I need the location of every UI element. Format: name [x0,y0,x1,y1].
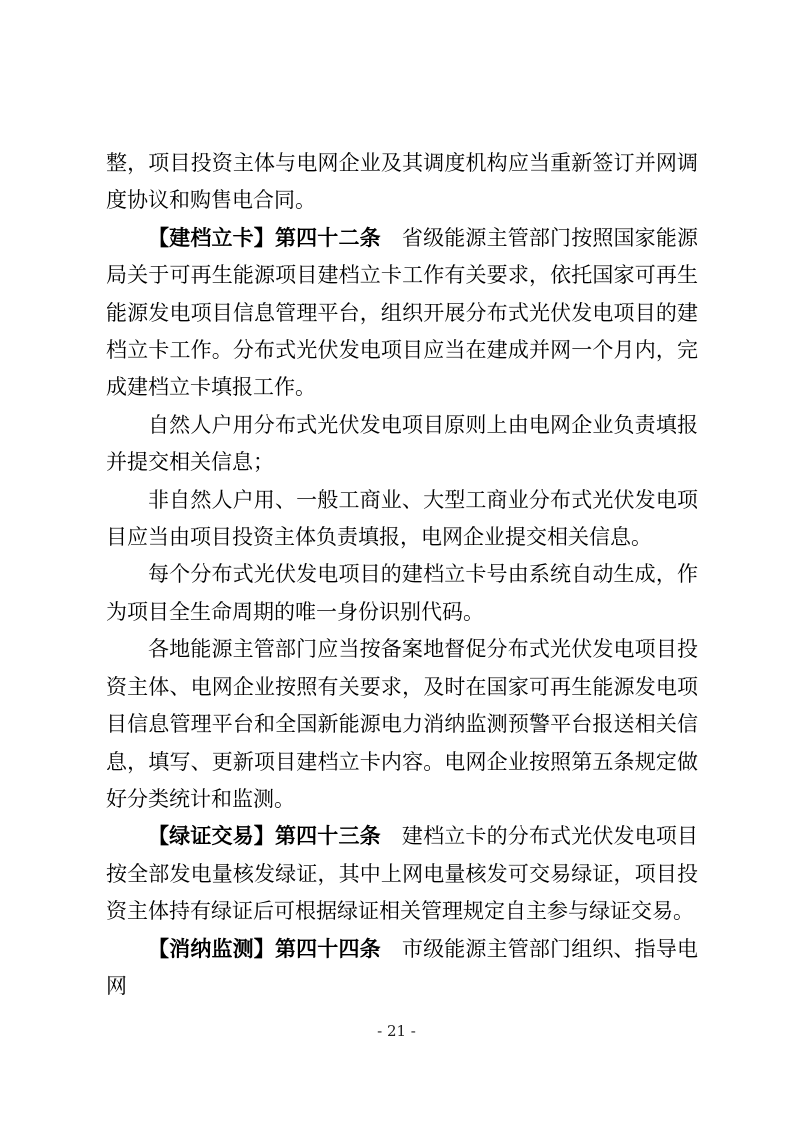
paragraph-text: 市级能源主管部门组织、指导电网 [106,936,699,998]
body-text [106,145,698,1005]
paragraph [106,631,698,818]
article-heading: 【绿证交易】第四十三条 [148,824,381,849]
paragraph [106,407,698,482]
paragraph-text: 省级能源主管部门按照国家能源局关于可再生能源项目建档立卡工作有关要求，依托国家可再生能源发电项目信息管理平台，组织开展分布式光伏发电项目的建档立卡工作。分布式光伏发电项目应当在建成并网一个月内，完成建档立卡填报工作。 [106,225,699,400]
paragraph [106,482,698,557]
article-heading: 【消纳监测】第四十四条 [148,936,381,961]
page-number: - 21 - [377,1022,416,1040]
paragraph [106,556,698,631]
paragraph-text: 整，项目投资主体与电网企业及其调度机构应当重新签订并网调度协议和购售电合同。 [106,151,698,213]
paragraph-text: 非自然人户用、一般工商业、大型工商业分布式光伏发电项目应当由项目投资主体负责填报，电网企业提交相关信息。 [106,487,698,550]
paragraph-text: 建档立卡的分布式光伏发电项目按全部发电量核发绿证，其中上网电量核发可交易绿证，项目投资主体持有绿证后可根据绿证相关管理规定自主参与绿证交易。 [106,824,699,924]
paragraph-text: 各地能源主管部门应当按备案地督促分布式光伏发电项目投资主体、电网企业按照有关要求，及时在国家可再生能源发电项目信息管理平台和全国新能源电力消纳监测预警平台报送相关信息，填写、更新项目建档立卡内容。电网企业按照第五条规定做好分类统计和监测。 [106,637,698,811]
article-43-paragraph [106,818,698,930]
article-44-paragraph [106,931,698,1006]
paragraph-text: 每个分布式光伏发电项目的建档立卡号由系统自动生成，作为项目全生命周期的唯一身份识别代码。 [106,562,698,624]
article-42-paragraph [106,220,698,407]
paragraph-text: 自然人户用分布式光伏发电项目原则上由电网企业负责填报并提交相关信息； [106,412,698,475]
paragraph-continuation [106,145,698,220]
article-heading: 【建档立卡】第四十二条 [148,225,381,250]
